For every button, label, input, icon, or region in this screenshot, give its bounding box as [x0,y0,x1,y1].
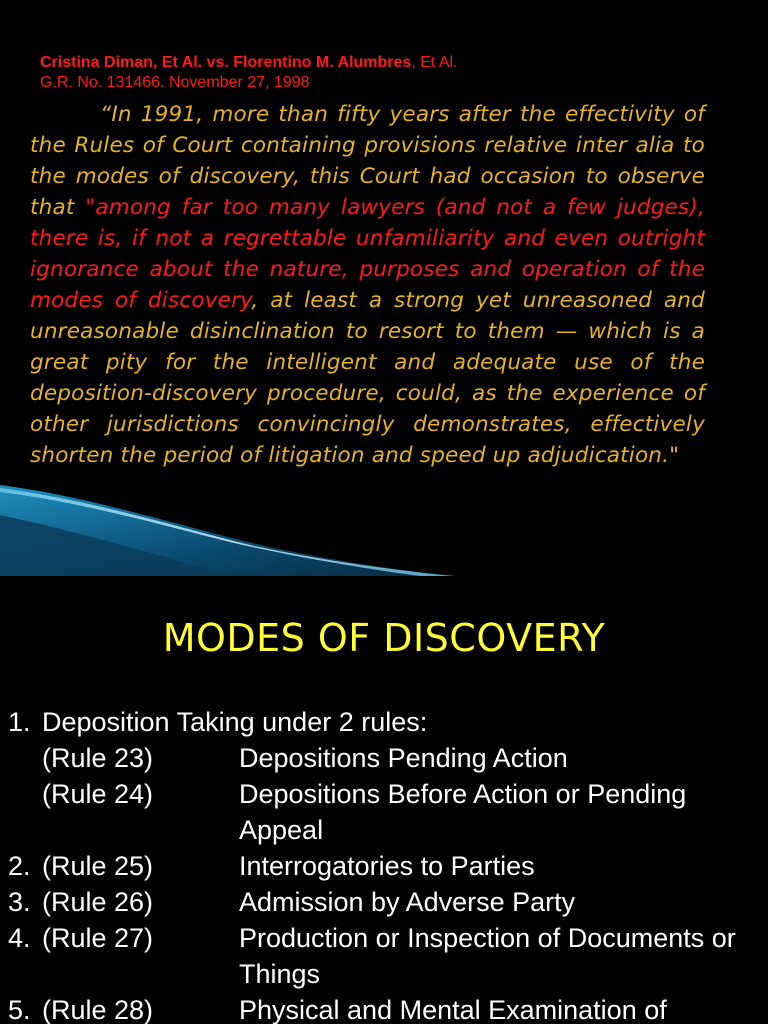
item-number: 2. [8,851,31,881]
slide-title: MODES OF DISCOVERY [162,616,606,660]
item-number: 5. [8,995,31,1024]
gr-number-line: G.R. No. 131466. November 27, 1998 [40,74,310,91]
item-number: 3. [8,887,31,917]
item-description: Depositions Before Action or Pending Appeal [239,779,687,845]
item-rule: (Rule 27) [42,923,154,953]
item-description: Physical and Mental Examination of [239,995,667,1024]
item-description: Interrogatories to Parties [239,851,535,881]
modes-list [8,704,768,1024]
quote-part-1: “In 1991, more than fifty years after the effectivity of the Rules of Court containing provisions relative inter alia to the modes of discovery, this Court had occasion to observe that [30,102,705,220]
list-item [8,776,768,848]
item-rule: (Rule 25) [42,851,154,881]
item-description: Admission by Adverse Party [239,887,576,917]
list-item [8,920,768,992]
item-description: Depositions Pending Action [239,743,568,773]
item-description: Production or Inspection of Documents or Things [239,923,736,989]
item-rule: (Rule 23) [42,743,154,773]
list-item [8,848,768,884]
list-item [8,704,768,740]
quote-highlight: "among far too many lawyers (and not a few judges), there is, if not a regrettable unfamiliarity and even outright ignorance about the nature, purposes and operation of the modes of discovery [30,195,705,313]
case-title-line [40,53,740,73]
list-item [8,740,768,776]
list-item [8,992,768,1024]
item-rule: (Rule 24) [42,779,154,809]
item-rule: (Rule 26) [42,887,154,917]
case-name: Cristina Diman, Et Al. vs. Florentino M. Alumbres [40,54,412,71]
case-citation [40,53,740,93]
item-number: 4. [8,923,31,953]
list-item [8,884,768,920]
modes-slide [0,576,768,1024]
quote-part-3: , at least a strong yet unreasoned and unreasonable disinclination to resort to them — which is a great pity for the intelligent and adequate use of the deposition-discovery procedure, could, as the experience of other jurisdictions convincingly demonstrates, effectively shorten the period of litigation and speed up adjudication." [30,288,705,468]
court-quote [30,99,705,471]
item-number: 1. [8,707,31,737]
item-rule: (Rule 28) [42,995,154,1024]
item-rule: Deposition Taking under 2 rules: [42,707,428,737]
case-suffix: , Et Al. [411,54,458,71]
